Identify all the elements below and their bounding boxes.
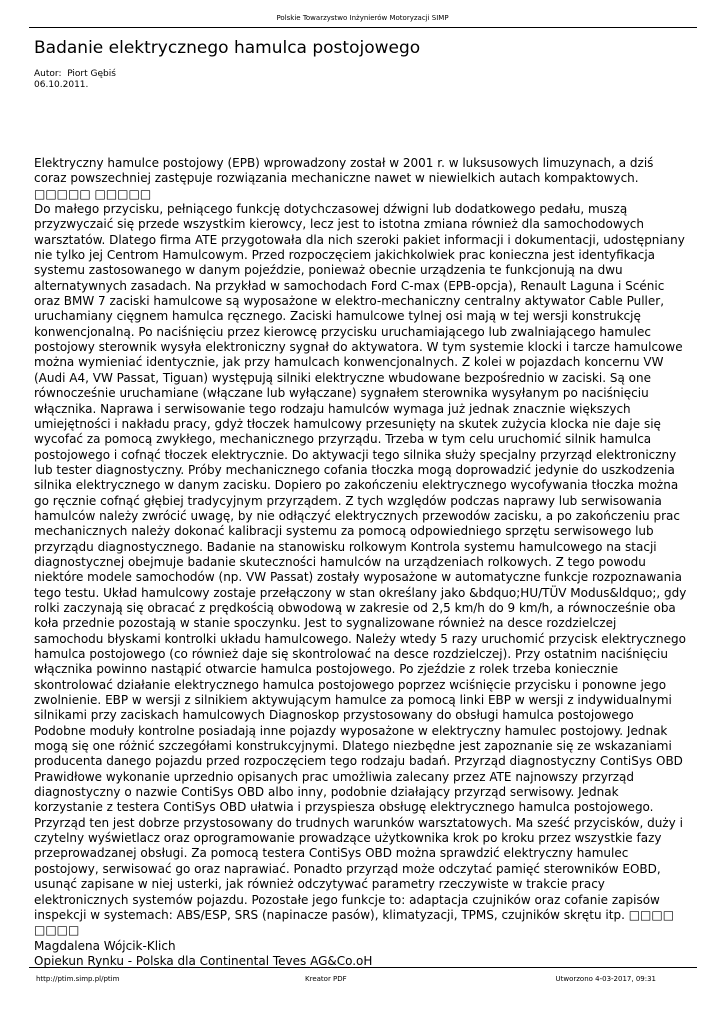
author-affiliation: Opiekun Rynku - Polska dla Continental Teves AG&Co.oH (34, 953, 373, 968)
article-meta (34, 69, 116, 91)
footer-generator: Kreator PDF (305, 975, 347, 983)
article-body (34, 156, 688, 969)
header-divider (29, 27, 697, 28)
main-paragraph: Do małego przycisku, pełniącego funkcję dotychczasowej dźwigni lub dodatkowego pedału, muszą przyzwyczaić się przede wszystkim kierowcy, lecz jest to istotna zmiana również dla samochodowych warsztatów. Dlatego firma ATE przygotowała dla nich szeroki pakiet informacji i dokumentacji, udostępniany nie tylko jej Centrom Hamulcowym. Przed rozpoczęciem jakichkolwiek prac konieczna jest identyfikacja systemu zastosowanego w danym pojeździe, ponieważ obecnie urządzenia te funkcjonują na dwu alternatywnych zasadach. Na przykład w samochodach Ford C-max (EPB-opcja), Renault Laguna i Scénic oraz BMW 7 zaciski hamulcowe są wyposażone w elektro-mechaniczny centralny aktywator Cable Puller, uruchamiany cięgnem hamulca ręcznego. Zaciski hamulcowe tylnej osi mają w tej wersji konstrukcję konwencjonalną. Po naciśnięciu przez kierowcę przycisku uruchamiającego lub zwalniającego hamulec postojowy sterownik wysyła elektroniczny sygnał do aktywatora. W tym systemie klocki i tarcze hamulcowe można wymieniać identycznie, jak przy hamulcach konwencjonalnych. Z kolei w pojazdach koncernu VW (Audi A4, VW Passat, Tiguan) występują silniki elektryczne wbudowane bezpośrednio w zaciski. Są one równocześnie uruchamiane (włączane lub wyłączane) sygnałem sterownika wysyłanym po naciśnięciu włącznika. Naprawa i serwisowanie tego rodzaju hamulców wymaga już jednak znacznie większych umiejętności i nakładu pracy, gdyż tłoczek hamulcowy przesunięty na skutek zużycia klocka nie daje się wycofać za pomocą zwykłego, mechanicznego przyrządu. Trzeba w tym celu uruchomić silnik hamulca postojowego i cofnąć tłoczek elektrycznie. Do aktywacji tego silnika służy specjalny przyrząd elektroniczny lub tester diagnostyczny. Próby mechanicznego cofania tłoczka mogą doprowadzić jedynie do uszkodzenia silnika elektrycznego w danym zacisku. Dopiero po zakończeniu elektrycznego wycofywania tłoczka można go ręcznie cofnąć głębiej tradycyjnym przyrządem. Z tych względów podczas naprawy lub serwisowania hamulców należy zwrócić uwagę, by nie odłączyć elektrycznych przewodów zacisku, a po zakończeniu prac mechanicznych należy dokonać kalibracji systemu za pomocą odpowiedniego sprzętu serwisowego lub przyrządu diagnostycznego. Badanie na stanowisku rolkowym Kontrola systemu hamulcowego na stacji diagnostycznej obejmuje badanie skuteczności hamulców na urządzeniach rolkowych. Z tego powodu niektóre modele samochodów (np. VW Passat) zostały wyposażone w automatyczne funkcje rozpoznawania tego testu. Układ hamulcowy zostaje przełączony w stan określany jako &bdquo;HU/TÜV Modus&ldquo;, gdy rolki zaczynają się obracać z prędkością obwodową w zakresie od 2,5 km/h do 9 km/h, a równocześnie oba koła przednie pozostają w stanie spoczynku. Jest to sygnalizowane również na desce rozdzielczej samochodu błyskami kontrolki układu hamulcowego. Należy wtedy 5 razy uruchomić przycisk elektrycznego hamulca postojowego (co również daje się skontrolować na desce rozdzielczej). Przy ostatnim naciśnięciu włącznika powinno nastąpić otwarcie hamulca postojowego. Po zjeździe z rolek trzeba koniecznie skontrolować działanie elektrycznego hamulca postojowego poprzez wciśnięcie przycisku i ponowne jego zwolnienie. EBP w wersji z silnikiem aktywującym hamulce za pomocą linki EBP w wersji z indywidualnymi silnikami przy zaciskach hamulcowych Diagnoskop przystosowany do obsługi hamulca postojowego Podobne moduły kontrolne posiadają inne pojazdy wyposażone w elektryczny hamulec postojowy. Jednak mogą się one różnić szczegółami konstrukcyjnymi. Dlatego niezbędne jest zapoznanie się ze wskazaniami producenta danego pojazdu przed rozpoczęciem tego rodzaju badań. Przyrząd diagnostyczny ContiSys OBD Prawidłowe wykonanie uprzednio opisanych prac umożliwia zalecany przez ATE najnowszy przyrząd diagnostyczny o nazwie ContiSys OBD albo inny, podobnie działający przyrząd serwisowy. Jednak korzystanie z testera ContiSys OBD ułatwia i przyspiesza obsługę elektrycznego hamulca postojowego. Przyrząd ten jest dobrze przystosowany do trudnych warunków warsztatowych. Ma sześć przycisków, duży i czytelny wyświetlacz oraz oprogramowanie prowadzące użytkownika krok po kroku przez wszystkie fazy przeprowadzanej obsługi. Za pomocą testera ContiSys OBD można sprawdzić elektryczny hamulec postojowy, serwisować go oraz naprawiać. Ponadto przyrząd może odczytać pamięć sterowników EOBD, usunąć zapisane w niej usterki, jak również odczytywać parametry rzeczywiste w trakcie pracy elektronicznych systemów pojazdu. Pozostałe jego funkcje to: adaptacja czujników oraz cofanie zapisów inspekcji w systemach: ABS/ESP, SRS (napinacze pasów), klimatyzacji, TPMS, czujników skrętu itp. □□□□ □□□□ (34, 202, 687, 938)
intro-paragraph: Elektryczny hamulce postojowy (EPB) wprowadzony został w 2001 r. w luksusowych limuzynach, a dziś coraz powszechniej zastępuje rozwiązania mechaniczne nawet w niewielkich autach kompaktowych. □□□□□ □□□□□ (34, 156, 654, 201)
author-line: Autor: Piort Gębiś (34, 69, 116, 79)
header-organization: Polskie Towarzystwo Inżynierów Motoryzacji SIMP (276, 14, 449, 22)
footer-created-date: Utworzono 4-03-2017, 09:31 (555, 975, 656, 983)
article-date: 06.10.2011. (34, 80, 89, 90)
footer-url-link[interactable]: http://ptim.simp.pl/ptim (36, 975, 120, 983)
author-signature: Magdalena Wójcik-Klich (34, 938, 176, 953)
page-header (0, 14, 725, 23)
footer-divider (29, 967, 697, 968)
article-title: Badanie elektrycznego hamulca postojowego (34, 38, 421, 58)
